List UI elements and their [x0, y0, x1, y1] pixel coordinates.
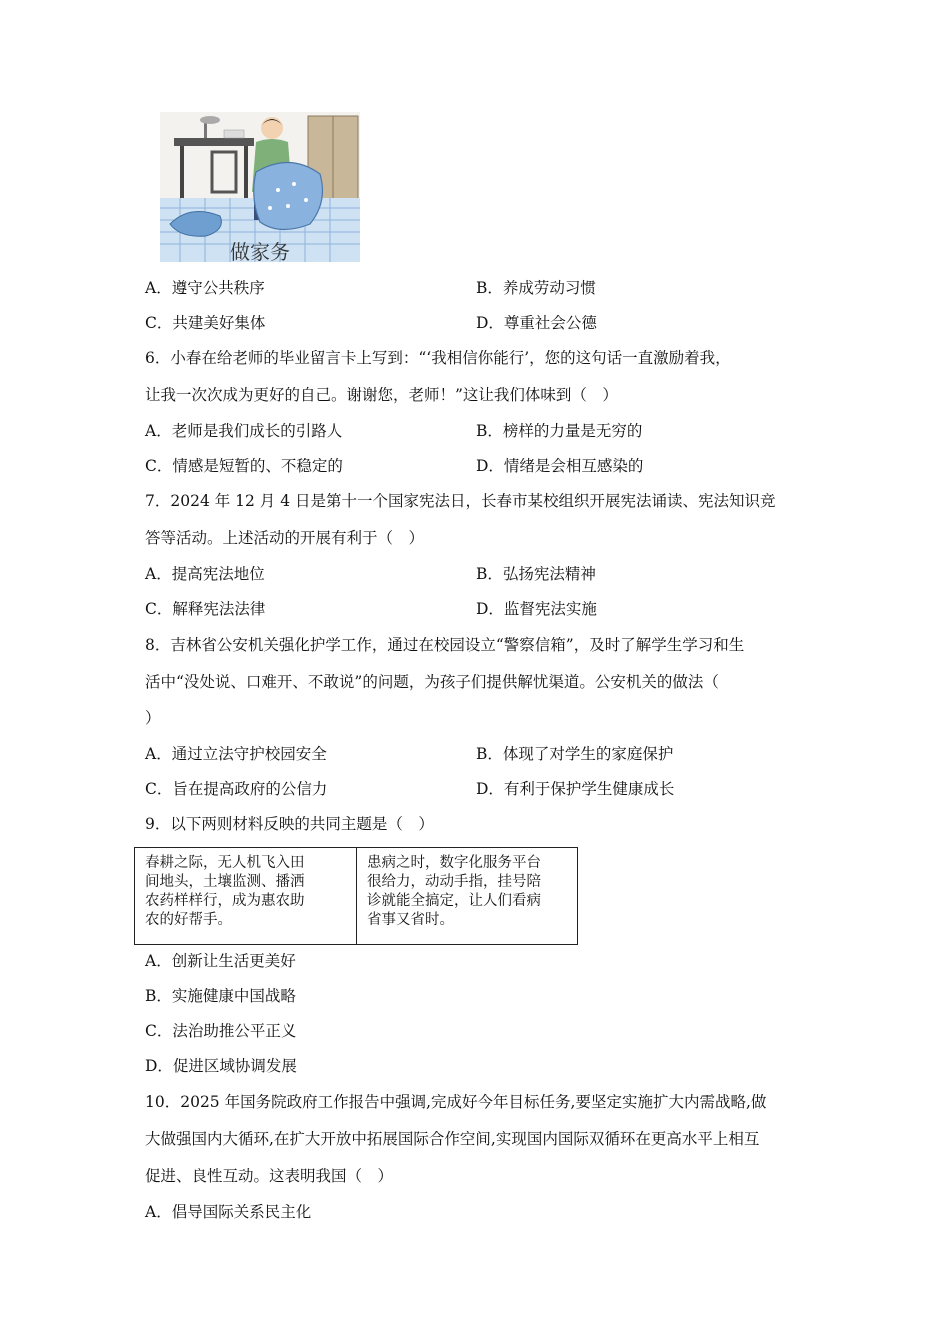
q9-material-left-line-2: 间地头，土壤监测、播洒 [145, 874, 305, 890]
q7-stem-line-2: 答等活动。上述活动的开展有利于（ ） [145, 529, 425, 547]
q5-option-c[interactable]: C．共建美好集体 [145, 314, 266, 332]
q9-material-left-line-3: 农药样样行，成为惠农助 [145, 893, 305, 909]
q7-option-d[interactable]: D．监督宪法实施 [476, 600, 597, 618]
q10-stem-line-3: 促进、良性互动。这表明我国（ ） [145, 1167, 394, 1185]
q6-option-b[interactable]: B．榜样的力量是无穷的 [476, 422, 643, 440]
q6-option-c[interactable]: C．情感是短暂的、不稳定的 [145, 457, 343, 475]
q10-stem-line-1: 10．2025 年国务院政府工作报告中强调,完成好今年目标任务,要坚定实施扩大内需战略,做 [145, 1093, 767, 1111]
q9-material-table [134, 847, 578, 945]
figure-caption: 做家务 [230, 240, 290, 264]
q6-stem-line-1: 6．小春在给老师的毕业留言卡上写到：“‘我相信你能行’，您的这句话一直激励着我， [145, 349, 731, 367]
q9-option-d[interactable]: D．促进区域协调发展 [145, 1057, 297, 1075]
q9-option-a[interactable]: A．创新让生活更美好 [145, 952, 296, 970]
q9-material-right-line-3: 诊就能全搞定，让人们看病 [367, 893, 541, 909]
q7-option-b[interactable]: B．弘扬宪法精神 [476, 565, 596, 583]
q6-option-d[interactable]: D．情绪是会相互感染的 [476, 457, 644, 475]
q9-material-right-line-2: 很给力，动动手指，挂号陪 [367, 874, 541, 890]
q8-stem-line-1: 8．吉林省公安机关强化护学工作，通过在校园设立“警察信箱”，及时了解学生学习和生 [145, 636, 745, 654]
q9-material-left [135, 848, 356, 944]
q10-stem-line-2: 大做强国内大循环,在扩大开放中拓展国际合作空间,实现国内国际双循环在更高水平上相互 [145, 1130, 760, 1148]
q9-material-right-line-4: 省事又省时。 [367, 912, 454, 928]
q8-option-b[interactable]: B．体现了对学生的家庭保护 [476, 745, 674, 763]
q9-material-right-line-1: 患病之时，数字化服务平台 [367, 855, 541, 871]
q6-option-a[interactable]: A．老师是我们成长的引路人 [145, 422, 343, 440]
q7-stem-line-1: 7．2024 年 12 月 4 日是第十一个国家宪法日，长春市某校组织开展宪法诵读、宪法知识竞 [145, 492, 776, 510]
q8-option-c[interactable]: C．旨在提高政府的公信力 [145, 780, 328, 798]
q9-material-left-line-1: 春耕之际，无人机飞入田 [145, 855, 305, 871]
q9-option-c[interactable]: C．法治助推公平正义 [145, 1022, 297, 1040]
q9-material-left-line-4: 农的好帮手。 [145, 912, 232, 928]
q8-option-a[interactable]: A．通过立法守护校园安全 [145, 745, 327, 763]
q9-option-b[interactable]: B．实施健康中国战略 [145, 987, 296, 1005]
q10-option-a[interactable]: A．倡导国际关系民主化 [145, 1203, 312, 1221]
q7-option-a[interactable]: A．提高宪法地位 [145, 565, 265, 583]
q9-stem: 9．以下两则材料反映的共同主题是（ ） [145, 815, 434, 833]
q8-stem-line-3: ） [145, 709, 161, 727]
q5-option-b[interactable]: B．养成劳动习惯 [476, 279, 596, 297]
q8-option-d[interactable]: D．有利于保护学生健康成长 [476, 780, 675, 798]
q6-stem-line-2: 让我一次次成为更好的自己。谢谢您，老师！”这让我们体味到（ ） [145, 386, 618, 404]
q8-stem-line-2: 活中“没处说、口难开、不敢说”的问题，为孩子们提供解忧渠道。公安机关的做法（ [145, 673, 719, 691]
q9-material-right [356, 848, 577, 944]
q5-option-a[interactable]: A．遵守公共秩序 [145, 279, 265, 297]
q5-option-d[interactable]: D．尊重社会公德 [476, 314, 597, 332]
q7-option-c[interactable]: C．解释宪法法律 [145, 600, 266, 618]
